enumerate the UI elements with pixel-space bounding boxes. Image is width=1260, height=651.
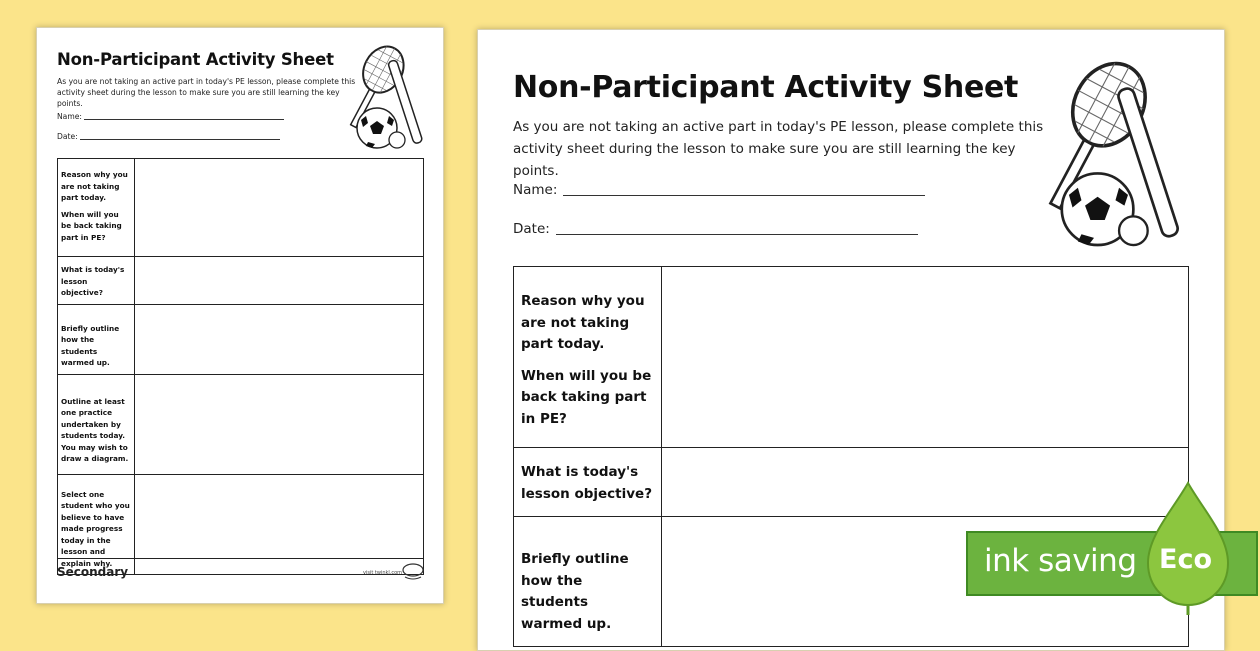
- question-cell: [58, 474, 135, 575]
- table-row: [58, 374, 424, 474]
- question-cell: [58, 304, 135, 374]
- small-sheet-preview: [36, 27, 444, 604]
- question-cell: [514, 517, 662, 647]
- date-line: [80, 139, 280, 140]
- answer-cell[interactable]: [135, 304, 424, 374]
- question-cell: [58, 159, 135, 257]
- answer-cell[interactable]: [135, 159, 424, 257]
- sheet-intro: As you are not taking an active part in today's PE lesson, please complete this activity sheet during the lesson to make sure you are still learning the key points.: [513, 119, 1044, 179]
- question-text: What is today's lesson objective?: [61, 265, 125, 297]
- name-label: Name:: [513, 182, 558, 198]
- answer-cell[interactable]: [135, 374, 424, 474]
- name-line: [563, 195, 925, 196]
- question-cell: [514, 448, 662, 517]
- question-text: Reason why you are not taking part today.: [521, 293, 645, 352]
- table-row: [58, 304, 424, 374]
- question-cell: [514, 267, 662, 448]
- date-line: [556, 234, 918, 235]
- table-row: [514, 448, 1189, 517]
- tennis-ball-icon: [1119, 216, 1148, 245]
- sports-equipment-icon: [1026, 40, 1196, 255]
- name-field: [513, 182, 925, 198]
- answer-cell[interactable]: [662, 267, 1189, 448]
- answer-cell[interactable]: [662, 448, 1189, 517]
- question-text: When will you be back taking part in PE?: [61, 209, 122, 242]
- question-text: Briefly outline how the students warmed up.: [61, 323, 120, 367]
- date-field: [57, 132, 280, 141]
- date-label: Date:: [57, 132, 78, 141]
- sports-equipment-icon: [337, 36, 432, 151]
- question-table: [57, 158, 424, 575]
- question-text: Reason why you are not taking part today.: [61, 170, 128, 202]
- footer-url: visit twinkl.com: [363, 570, 403, 576]
- answer-cell[interactable]: [135, 474, 424, 575]
- name-line: [84, 119, 284, 120]
- table-row: [58, 474, 424, 575]
- footer-label: Secondary: [57, 565, 129, 579]
- question-cell: [58, 257, 135, 305]
- sheet-title: Non-Participant Activity Sheet: [513, 70, 1019, 105]
- answer-cell[interactable]: [135, 257, 424, 305]
- tennis-ball-icon: [389, 132, 405, 148]
- date-label: Date:: [513, 221, 550, 237]
- name-label: Name:: [57, 112, 82, 121]
- date-field: [513, 221, 918, 237]
- sheet-intro: As you are not taking an active part in today's PE lesson, please complete this activity sheet during the lesson to make sure you are still learning the key points.: [57, 77, 356, 108]
- question-text: Select one student who you believe to have made progress today in the lesson and explain why.: [61, 489, 130, 568]
- name-field: [57, 112, 284, 121]
- table-row: [514, 267, 1189, 448]
- question-text: What is today's lesson objective?: [521, 464, 653, 502]
- twinkl-logo-icon: [401, 562, 425, 582]
- table-row: [58, 257, 424, 305]
- footer-divider: [57, 558, 424, 559]
- ink-saving-text: ink saving: [984, 543, 1137, 579]
- question-text: When will you be back taking part in PE?: [521, 367, 652, 427]
- question-text: Briefly outline how the students warmed up.: [521, 551, 629, 632]
- question-cell: [58, 374, 135, 474]
- question-text: Outline at least one practice undertaken by students today. You may wish to draw a diagram.: [61, 396, 129, 463]
- table-row: [58, 159, 424, 257]
- eco-label: Eco: [1159, 544, 1212, 575]
- sheet-title: Non-Participant Activity Sheet: [57, 50, 334, 69]
